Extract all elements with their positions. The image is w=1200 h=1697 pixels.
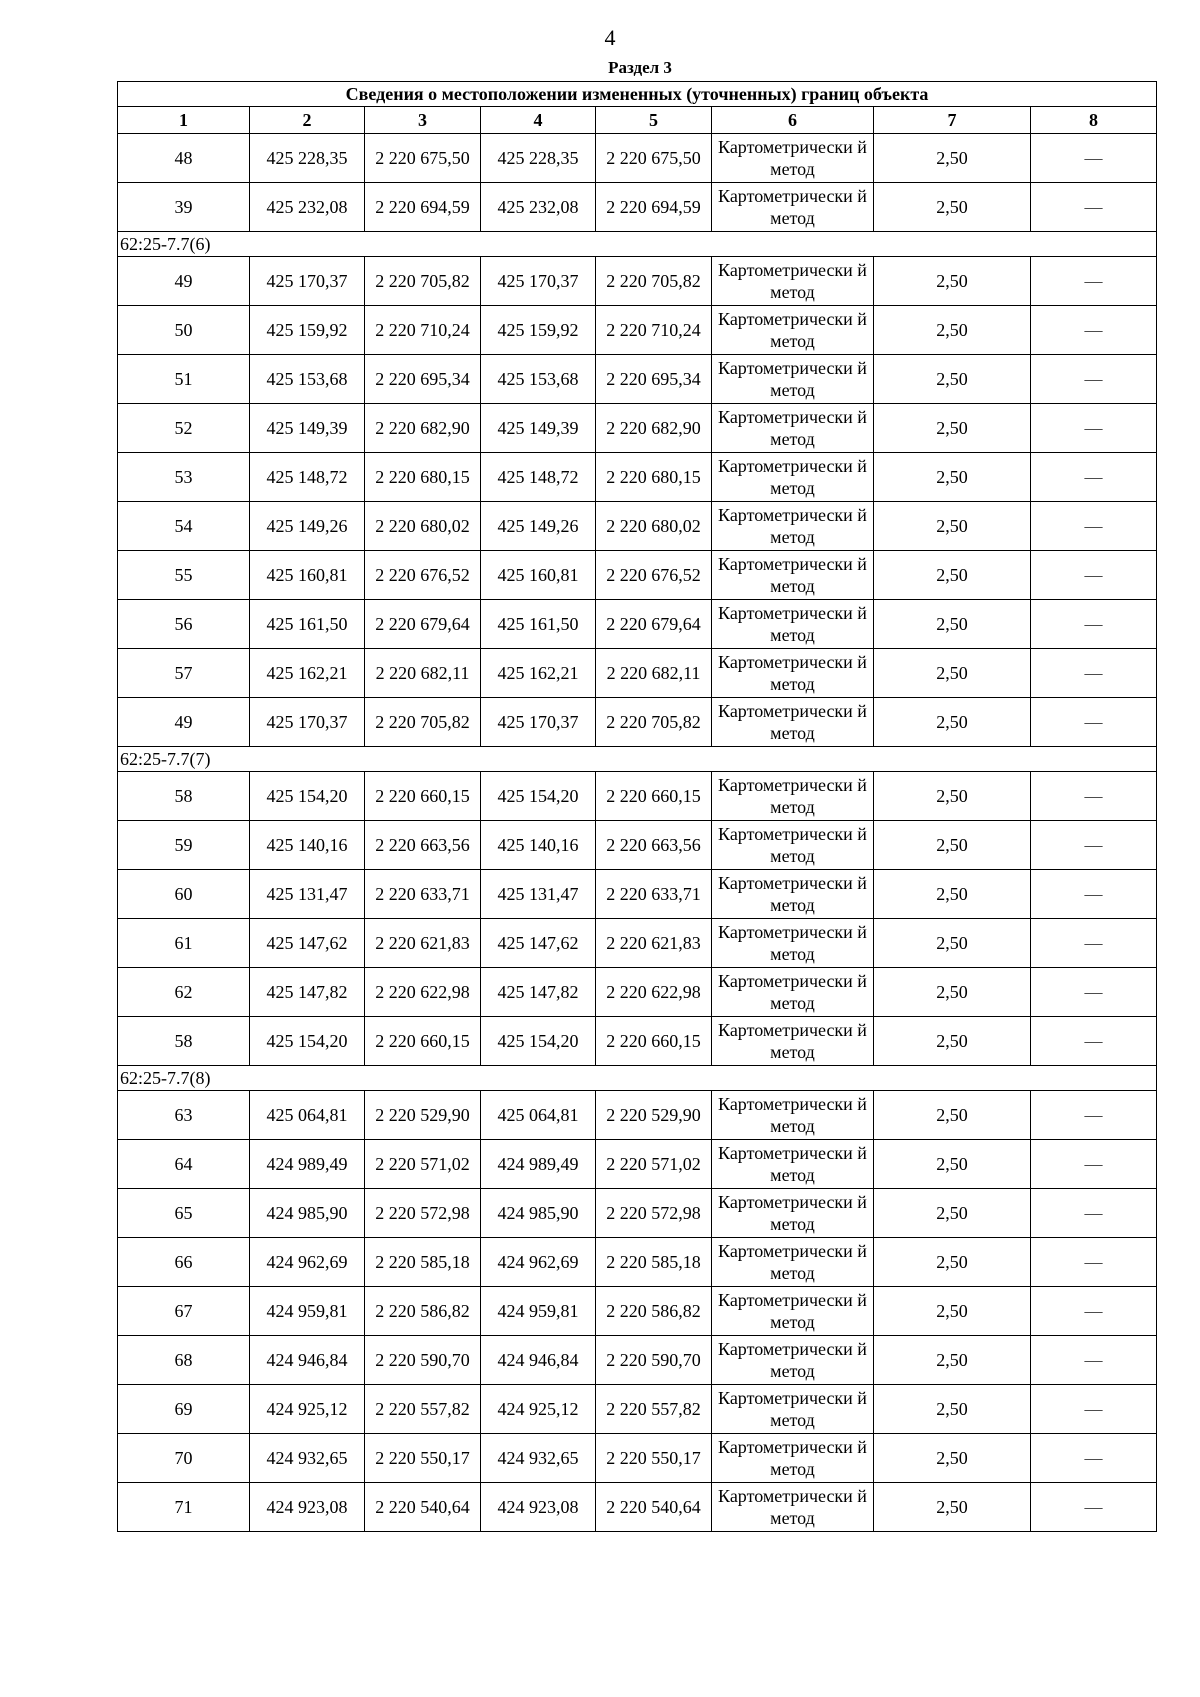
method-cell: Картометрически й метод	[712, 1189, 874, 1238]
method-cell: Картометрически й метод	[712, 919, 874, 968]
existing-y-cell: 2 220 694,59	[365, 183, 481, 232]
table-row	[118, 306, 1157, 355]
table-row	[118, 355, 1157, 404]
precision-cell: 2,50	[874, 968, 1031, 1017]
method-cell: Картометрически й метод	[712, 1017, 874, 1066]
table-row	[118, 919, 1157, 968]
description-cell: —	[1031, 1091, 1157, 1140]
table-row	[118, 257, 1157, 306]
description-cell: —	[1031, 355, 1157, 404]
description-cell: —	[1031, 551, 1157, 600]
point-number-cell: 65	[118, 1189, 250, 1238]
existing-x-cell: 424 946,84	[250, 1336, 365, 1385]
table-row	[118, 1238, 1157, 1287]
precision-cell: 2,50	[874, 1189, 1031, 1238]
description-cell: —	[1031, 183, 1157, 232]
new-y-cell: 2 220 585,18	[596, 1238, 712, 1287]
method-cell: Картометрически й метод	[712, 502, 874, 551]
existing-y-cell: 2 220 571,02	[365, 1140, 481, 1189]
precision-cell: 2,50	[874, 1140, 1031, 1189]
point-number-cell: 67	[118, 1287, 250, 1336]
point-number-cell: 58	[118, 772, 250, 821]
table-row	[118, 1091, 1157, 1140]
new-x-cell: 425 148,72	[481, 453, 596, 502]
precision-cell: 2,50	[874, 1287, 1031, 1336]
description-cell: —	[1031, 600, 1157, 649]
point-number-cell: 60	[118, 870, 250, 919]
page-number: 4	[604, 25, 616, 50]
precision-cell: 2,50	[874, 821, 1031, 870]
description-cell: —	[1031, 870, 1157, 919]
new-x-cell: 425 149,26	[481, 502, 596, 551]
existing-y-cell: 2 220 550,17	[365, 1434, 481, 1483]
column-header: 3	[365, 107, 481, 134]
new-y-cell: 2 220 680,02	[596, 502, 712, 551]
existing-x-cell: 425 147,82	[250, 968, 365, 1017]
new-x-cell: 425 147,82	[481, 968, 596, 1017]
new-x-cell: 425 170,37	[481, 698, 596, 747]
point-number-cell: 54	[118, 502, 250, 551]
table-body	[118, 134, 1157, 1532]
point-number-cell: 58	[118, 1017, 250, 1066]
new-y-cell: 2 220 680,15	[596, 453, 712, 502]
table-row	[118, 1483, 1157, 1532]
table-row	[118, 502, 1157, 551]
table-row	[118, 870, 1157, 919]
method-cell: Картометрически й метод	[712, 453, 874, 502]
existing-x-cell: 425 131,47	[250, 870, 365, 919]
table-row	[118, 134, 1157, 183]
new-x-cell: 425 170,37	[481, 257, 596, 306]
method-cell: Картометрически й метод	[712, 600, 874, 649]
precision-cell: 2,50	[874, 306, 1031, 355]
column-header: 5	[596, 107, 712, 134]
existing-y-cell: 2 220 676,52	[365, 551, 481, 600]
existing-x-cell: 425 160,81	[250, 551, 365, 600]
existing-y-cell: 2 220 622,98	[365, 968, 481, 1017]
existing-x-cell: 424 923,08	[250, 1483, 365, 1532]
method-cell: Картометрически й метод	[712, 870, 874, 919]
section-title: Раздел 3	[608, 58, 672, 77]
existing-x-cell: 425 064,81	[250, 1091, 365, 1140]
new-x-cell: 424 959,81	[481, 1287, 596, 1336]
description-cell: —	[1031, 134, 1157, 183]
existing-y-cell: 2 220 540,64	[365, 1483, 481, 1532]
existing-y-cell: 2 220 695,34	[365, 355, 481, 404]
description-cell: —	[1031, 1483, 1157, 1532]
group-label: 62:25-7.7(6)	[118, 232, 1157, 257]
description-cell: —	[1031, 1017, 1157, 1066]
new-y-cell: 2 220 557,82	[596, 1385, 712, 1434]
description-cell: —	[1031, 453, 1157, 502]
method-cell: Картометрически й метод	[712, 1287, 874, 1336]
existing-y-cell: 2 220 680,02	[365, 502, 481, 551]
column-header: 2	[250, 107, 365, 134]
new-x-cell: 424 925,12	[481, 1385, 596, 1434]
point-number-cell: 62	[118, 968, 250, 1017]
existing-x-cell: 424 989,49	[250, 1140, 365, 1189]
precision-cell: 2,50	[874, 134, 1031, 183]
existing-x-cell: 424 985,90	[250, 1189, 365, 1238]
table-row	[118, 1140, 1157, 1189]
description-cell: —	[1031, 1434, 1157, 1483]
precision-cell: 2,50	[874, 1017, 1031, 1066]
column-header: 7	[874, 107, 1031, 134]
column-header: 8	[1031, 107, 1157, 134]
method-cell: Картометрически й метод	[712, 257, 874, 306]
point-number-cell: 48	[118, 134, 250, 183]
boundary-coordinates-table	[117, 81, 1157, 1532]
existing-y-cell: 2 220 557,82	[365, 1385, 481, 1434]
new-x-cell: 425 232,08	[481, 183, 596, 232]
description-cell: —	[1031, 919, 1157, 968]
table-row	[118, 1017, 1157, 1066]
point-number-cell: 52	[118, 404, 250, 453]
method-cell: Картометрически й метод	[712, 772, 874, 821]
new-y-cell: 2 220 622,98	[596, 968, 712, 1017]
new-y-cell: 2 220 679,64	[596, 600, 712, 649]
precision-cell: 2,50	[874, 1238, 1031, 1287]
new-y-cell: 2 220 540,64	[596, 1483, 712, 1532]
precision-cell: 2,50	[874, 1336, 1031, 1385]
method-cell: Картометрически й метод	[712, 551, 874, 600]
table-row	[118, 1434, 1157, 1483]
point-number-cell: 49	[118, 257, 250, 306]
existing-x-cell: 425 161,50	[250, 600, 365, 649]
method-cell: Картометрически й метод	[712, 649, 874, 698]
existing-x-cell: 424 932,65	[250, 1434, 365, 1483]
point-number-cell: 64	[118, 1140, 250, 1189]
precision-cell: 2,50	[874, 870, 1031, 919]
description-cell: —	[1031, 502, 1157, 551]
method-cell: Картометрически й метод	[712, 1091, 874, 1140]
new-x-cell: 424 932,65	[481, 1434, 596, 1483]
table-row	[118, 968, 1157, 1017]
method-cell: Картометрически й метод	[712, 1483, 874, 1532]
new-x-cell: 425 147,62	[481, 919, 596, 968]
table-row	[118, 1336, 1157, 1385]
column-header-row	[118, 107, 1157, 134]
existing-y-cell: 2 220 572,98	[365, 1189, 481, 1238]
existing-y-cell: 2 220 663,56	[365, 821, 481, 870]
point-number-cell: 50	[118, 306, 250, 355]
table-row	[118, 183, 1157, 232]
existing-x-cell: 425 162,21	[250, 649, 365, 698]
description-cell: —	[1031, 1238, 1157, 1287]
existing-x-cell: 425 232,08	[250, 183, 365, 232]
new-x-cell: 424 985,90	[481, 1189, 596, 1238]
point-number-cell: 71	[118, 1483, 250, 1532]
point-number-cell: 68	[118, 1336, 250, 1385]
description-cell: —	[1031, 306, 1157, 355]
existing-y-cell: 2 220 682,90	[365, 404, 481, 453]
existing-x-cell: 424 959,81	[250, 1287, 365, 1336]
existing-x-cell: 425 170,37	[250, 257, 365, 306]
new-x-cell: 424 962,69	[481, 1238, 596, 1287]
precision-cell: 2,50	[874, 257, 1031, 306]
description-cell: —	[1031, 649, 1157, 698]
existing-x-cell: 425 154,20	[250, 772, 365, 821]
precision-cell: 2,50	[874, 1483, 1031, 1532]
existing-y-cell: 2 220 590,70	[365, 1336, 481, 1385]
new-y-cell: 2 220 676,52	[596, 551, 712, 600]
existing-x-cell: 425 148,72	[250, 453, 365, 502]
point-number-cell: 55	[118, 551, 250, 600]
precision-cell: 2,50	[874, 404, 1031, 453]
method-cell: Картометрически й метод	[712, 698, 874, 747]
table-row	[118, 600, 1157, 649]
existing-y-cell: 2 220 660,15	[365, 1017, 481, 1066]
method-cell: Картометрически й метод	[712, 183, 874, 232]
existing-y-cell: 2 220 586,82	[365, 1287, 481, 1336]
existing-x-cell: 425 140,16	[250, 821, 365, 870]
new-x-cell: 425 161,50	[481, 600, 596, 649]
table-row	[118, 821, 1157, 870]
description-cell: —	[1031, 1189, 1157, 1238]
point-number-cell: 70	[118, 1434, 250, 1483]
new-x-cell: 425 064,81	[481, 1091, 596, 1140]
method-cell: Картометрически й метод	[712, 134, 874, 183]
description-cell: —	[1031, 1287, 1157, 1336]
existing-y-cell: 2 220 675,50	[365, 134, 481, 183]
precision-cell: 2,50	[874, 355, 1031, 404]
existing-x-cell: 425 149,26	[250, 502, 365, 551]
new-y-cell: 2 220 590,70	[596, 1336, 712, 1385]
table-row	[118, 772, 1157, 821]
table-row	[118, 649, 1157, 698]
table-row	[118, 453, 1157, 502]
method-cell: Картометрически й метод	[712, 821, 874, 870]
table-caption: Сведения о местоположении измененных (уточненных) границ объекта	[118, 82, 1157, 107]
precision-cell: 2,50	[874, 1385, 1031, 1434]
group-header-row	[118, 232, 1157, 257]
precision-cell: 2,50	[874, 551, 1031, 600]
method-cell: Картометрически й метод	[712, 1238, 874, 1287]
precision-cell: 2,50	[874, 600, 1031, 649]
precision-cell: 2,50	[874, 649, 1031, 698]
new-y-cell: 2 220 660,15	[596, 772, 712, 821]
new-x-cell: 425 153,68	[481, 355, 596, 404]
new-x-cell: 425 154,20	[481, 772, 596, 821]
point-number-cell: 69	[118, 1385, 250, 1434]
existing-x-cell: 425 147,62	[250, 919, 365, 968]
new-y-cell: 2 220 682,11	[596, 649, 712, 698]
new-x-cell: 425 131,47	[481, 870, 596, 919]
table-row	[118, 404, 1157, 453]
new-x-cell: 425 154,20	[481, 1017, 596, 1066]
point-number-cell: 66	[118, 1238, 250, 1287]
existing-x-cell: 425 153,68	[250, 355, 365, 404]
method-cell: Картометрически й метод	[712, 1434, 874, 1483]
precision-cell: 2,50	[874, 1434, 1031, 1483]
point-number-cell: 53	[118, 453, 250, 502]
existing-x-cell: 425 149,39	[250, 404, 365, 453]
table-row	[118, 698, 1157, 747]
description-cell: —	[1031, 698, 1157, 747]
precision-cell: 2,50	[874, 698, 1031, 747]
point-number-cell: 49	[118, 698, 250, 747]
new-y-cell: 2 220 550,17	[596, 1434, 712, 1483]
method-cell: Картометрически й метод	[712, 404, 874, 453]
existing-y-cell: 2 220 585,18	[365, 1238, 481, 1287]
existing-y-cell: 2 220 705,82	[365, 698, 481, 747]
new-y-cell: 2 220 705,82	[596, 698, 712, 747]
existing-y-cell: 2 220 660,15	[365, 772, 481, 821]
new-y-cell: 2 220 633,71	[596, 870, 712, 919]
precision-cell: 2,50	[874, 502, 1031, 551]
existing-x-cell: 425 228,35	[250, 134, 365, 183]
new-x-cell: 425 140,16	[481, 821, 596, 870]
group-header-row	[118, 747, 1157, 772]
new-y-cell: 2 220 572,98	[596, 1189, 712, 1238]
point-number-cell: 56	[118, 600, 250, 649]
group-label: 62:25-7.7(8)	[118, 1066, 1157, 1091]
new-y-cell: 2 220 675,50	[596, 134, 712, 183]
new-y-cell: 2 220 705,82	[596, 257, 712, 306]
method-cell: Картометрически й метод	[712, 1336, 874, 1385]
new-x-cell: 425 149,39	[481, 404, 596, 453]
existing-y-cell: 2 220 621,83	[365, 919, 481, 968]
point-number-cell: 39	[118, 183, 250, 232]
existing-x-cell: 425 154,20	[250, 1017, 365, 1066]
point-number-cell: 57	[118, 649, 250, 698]
table-row	[118, 1287, 1157, 1336]
table-row	[118, 1385, 1157, 1434]
new-y-cell: 2 220 682,90	[596, 404, 712, 453]
description-cell: —	[1031, 821, 1157, 870]
new-y-cell: 2 220 621,83	[596, 919, 712, 968]
method-cell: Картометрически й метод	[712, 1385, 874, 1434]
new-x-cell: 424 923,08	[481, 1483, 596, 1532]
existing-x-cell: 424 962,69	[250, 1238, 365, 1287]
new-y-cell: 2 220 695,34	[596, 355, 712, 404]
new-y-cell: 2 220 660,15	[596, 1017, 712, 1066]
existing-y-cell: 2 220 529,90	[365, 1091, 481, 1140]
method-cell: Картометрически й метод	[712, 306, 874, 355]
description-cell: —	[1031, 1336, 1157, 1385]
new-x-cell: 425 160,81	[481, 551, 596, 600]
point-number-cell: 51	[118, 355, 250, 404]
description-cell: —	[1031, 404, 1157, 453]
new-y-cell: 2 220 586,82	[596, 1287, 712, 1336]
table-row	[118, 1189, 1157, 1238]
precision-cell: 2,50	[874, 453, 1031, 502]
column-header: 6	[712, 107, 874, 134]
new-x-cell: 424 946,84	[481, 1336, 596, 1385]
method-cell: Картометрически й метод	[712, 968, 874, 1017]
method-cell: Картометрически й метод	[712, 355, 874, 404]
precision-cell: 2,50	[874, 183, 1031, 232]
column-header: 4	[481, 107, 596, 134]
existing-y-cell: 2 220 705,82	[365, 257, 481, 306]
new-y-cell: 2 220 571,02	[596, 1140, 712, 1189]
point-number-cell: 63	[118, 1091, 250, 1140]
description-cell: —	[1031, 772, 1157, 821]
group-header-row	[118, 1066, 1157, 1091]
existing-x-cell: 425 159,92	[250, 306, 365, 355]
method-cell: Картометрически й метод	[712, 1140, 874, 1189]
new-x-cell: 424 989,49	[481, 1140, 596, 1189]
precision-cell: 2,50	[874, 919, 1031, 968]
new-x-cell: 425 159,92	[481, 306, 596, 355]
new-y-cell: 2 220 663,56	[596, 821, 712, 870]
description-cell: —	[1031, 968, 1157, 1017]
precision-cell: 2,50	[874, 772, 1031, 821]
point-number-cell: 61	[118, 919, 250, 968]
new-y-cell: 2 220 529,90	[596, 1091, 712, 1140]
description-cell: —	[1031, 257, 1157, 306]
description-cell: —	[1031, 1385, 1157, 1434]
new-y-cell: 2 220 694,59	[596, 183, 712, 232]
existing-x-cell: 424 925,12	[250, 1385, 365, 1434]
column-header: 1	[118, 107, 250, 134]
existing-y-cell: 2 220 682,11	[365, 649, 481, 698]
new-y-cell: 2 220 710,24	[596, 306, 712, 355]
precision-cell: 2,50	[874, 1091, 1031, 1140]
existing-y-cell: 2 220 633,71	[365, 870, 481, 919]
existing-y-cell: 2 220 679,64	[365, 600, 481, 649]
table-row	[118, 551, 1157, 600]
new-x-cell: 425 228,35	[481, 134, 596, 183]
existing-y-cell: 2 220 710,24	[365, 306, 481, 355]
point-number-cell: 59	[118, 821, 250, 870]
existing-y-cell: 2 220 680,15	[365, 453, 481, 502]
description-cell: —	[1031, 1140, 1157, 1189]
existing-x-cell: 425 170,37	[250, 698, 365, 747]
new-x-cell: 425 162,21	[481, 649, 596, 698]
group-label: 62:25-7.7(7)	[118, 747, 1157, 772]
